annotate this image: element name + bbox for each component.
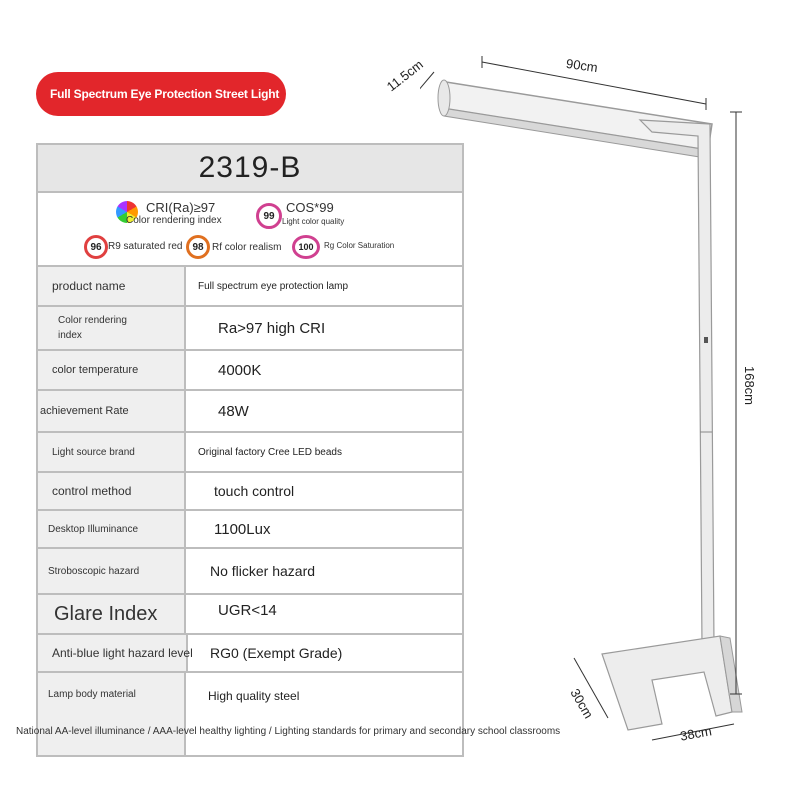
lamp-head xyxy=(438,80,712,158)
spec-row xyxy=(38,307,462,351)
title-banner: Full Spectrum Eye Protection Street Light xyxy=(36,72,286,116)
rg-label: Rg Color Saturation xyxy=(324,241,395,250)
spec-value: Full spectrum eye protection lamp xyxy=(198,280,349,292)
spec-label: control method xyxy=(38,473,186,509)
dimension-lines xyxy=(420,56,742,740)
spec-label: Desktop Illuminance xyxy=(38,511,186,547)
spec-row xyxy=(38,267,462,307)
spec-row xyxy=(38,391,462,433)
lamp-arm xyxy=(640,120,714,646)
dimension-head-depth: 11.5cm xyxy=(383,56,426,95)
spec-label: product name xyxy=(38,267,186,305)
cos-title: COS*99 xyxy=(286,200,334,215)
spec-row xyxy=(38,433,462,473)
spec-table xyxy=(36,143,464,757)
spec-value: RG0 (Exempt Grade) xyxy=(210,645,343,661)
cri-title: CRI(Ra)≥97 xyxy=(146,200,216,215)
spec-label: Glare Index xyxy=(38,595,186,633)
spec-row xyxy=(38,635,462,673)
rf-label: Rf color realism xyxy=(212,242,282,253)
cos-badge-icon: 99 xyxy=(256,203,282,229)
spec-value: touch control xyxy=(214,483,295,499)
spec-value: UGR<14 xyxy=(218,601,277,619)
cos-subtitle: Light color quality xyxy=(282,217,345,226)
lamp-base xyxy=(602,636,742,730)
dimension-base-width: 38cm xyxy=(678,723,713,744)
spec-label: color temperature xyxy=(38,351,186,389)
spec-label: Lamp body material xyxy=(38,673,186,755)
spec-label: Stroboscopic hazard xyxy=(38,549,186,593)
spec-value: Original factory Cree LED beads xyxy=(198,446,342,458)
dimension-base-depth: 30cm xyxy=(567,685,597,722)
dimension-height: 168cm xyxy=(742,365,758,406)
spec-row xyxy=(38,511,462,549)
spec-row xyxy=(38,595,462,635)
spec-row xyxy=(38,673,462,755)
dimension-head-length: 90cm xyxy=(565,55,599,76)
quality-indicators xyxy=(38,193,462,267)
spec-row xyxy=(38,351,462,391)
spec-label: Color rendering index xyxy=(38,307,186,349)
rf-badge: 98 xyxy=(186,235,210,259)
footnote: National AA-level illuminance / AAA-level healthy lighting / Lighting standards for primary and secondary school classrooms xyxy=(16,726,561,737)
rg-badge: 100 xyxy=(292,235,320,259)
r9-label: R9 saturated red xyxy=(108,241,183,252)
model-number: 2319-B xyxy=(38,145,462,193)
r9-badge: 96 xyxy=(84,235,108,259)
spec-value: No flicker hazard xyxy=(210,563,316,579)
spec-value: Ra>97 high CRI xyxy=(218,319,326,337)
spec-value: 1100Lux xyxy=(214,520,271,538)
spec-label: Anti-blue light hazard level xyxy=(38,635,188,671)
spec-value: 4000K xyxy=(218,361,262,379)
spec-value: High quality steel xyxy=(208,689,300,703)
spec-label: Light source brand xyxy=(38,433,186,471)
spec-value: 48W xyxy=(218,402,249,420)
spec-label: achievement Rate xyxy=(38,391,186,431)
cri-subtitle: Color rendering index xyxy=(126,215,222,226)
spec-row xyxy=(38,473,462,511)
